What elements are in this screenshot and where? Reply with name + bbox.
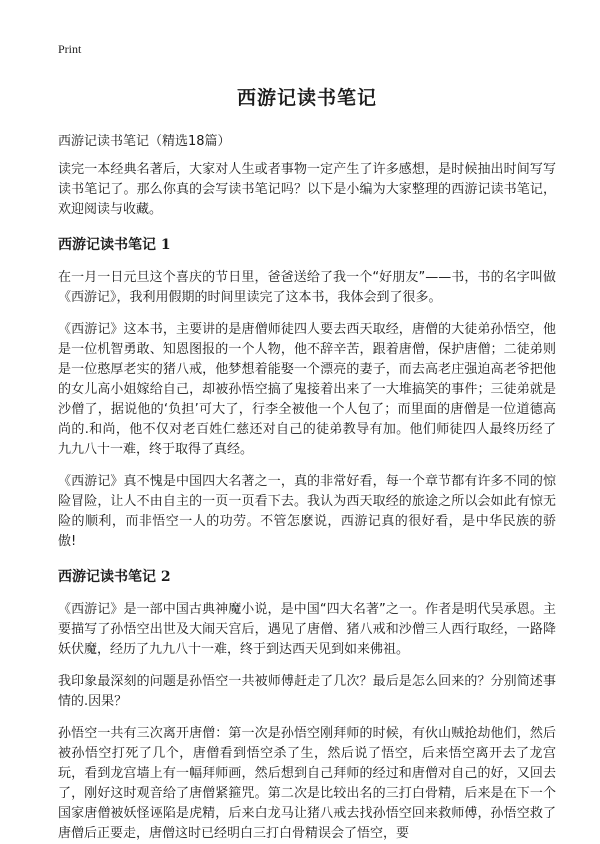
- document-subtitle: 西游记读书笔记（精选18篇）: [58, 134, 231, 149]
- section-1-paragraph-1: 在一月一日元旦这个喜庆的节日里，爸爸送给了我一个“好朋友”——书，书的名字叫做《西游记》，我利用假期的时间里读完了这本书，我体会到了很多。: [58, 270, 556, 305]
- section-2-paragraph-1: 《西游记》是一部中国古典神魔小说，是中国“四大名著”之一。作者是明代吴承恩。主要描写了孙悟空出世及大闹天宫后，遇见了唐僧、猪八戒和沙僧三人西行取经，一路降妖伏魔，经历了九九八十一难，终于到达西天见到如来佛祖。: [58, 602, 556, 657]
- section-1-paragraph-2: 《西游记》这本书，主要讲的是唐僧师徒四人要去西天取经，唐僧的大徒弟孙悟空，他是一位机智勇敢、知恩图报的一个人物，他不辞辛苦，跟着唐僧，保护唐僧；二徒弟则是一位憨厚老实的猪八戒，他梦想着能娶一个漂亮的妻子，而去高老庄强迫高老爷把他的女儿高小姐嫁给自己，却被孙悟空搞了鬼接着出来了一大堆搞笑的事件；三徒弟就是沙僧了，据说他的‘负担’可大了，行李全被他一个人包了；而里面的唐僧是一位道德高尚的.和尚，他不仅对老百姓仁慈还对自己的徒弟教导有加。他们师徒四人最终历经了九九八十一难，终于取得了真经。: [58, 322, 556, 457]
- section-2-paragraph-2: 我印象最深刻的问题是孙悟空一共被师傅赶走了几次？最后是怎么回来的？分别简述事情的.因果？: [58, 674, 556, 709]
- section-2-paragraph-3: 孙悟空一共有三次离开唐僧：第一次是孙悟空刚拜师的时候，有伙山贼抢劫他们，然后被孙悟空打死了几个，唐僧看到悟空杀了生，然后说了悟空，后来悟空离开去了龙宫玩，看到龙宫墙上有一幅拜师画，然后想到自己拜师的经过和唐僧对自己的好，又回去了，刚好这时观音给了唐僧紧箍咒。第二次是比较出名的三打白骨精，后来是在下一个国家唐僧被妖怪诬陷是虎精，后来白龙马让猪八戒去找孙悟空回来救师傅，孙悟空救了唐僧后正要走，唐僧这时已经明白三打白骨精误会了悟空，要: [58, 726, 556, 841]
- section-heading-2: 西游记读书笔记 2: [58, 569, 171, 585]
- section-1-paragraph-3: 《西游记》真不愧是中国四大名著之一，真的非常好看，每一个章节都有许多不同的惊险冒险，让人不由自主的一页一页看下去。我认为西天取经的旅途之所以会如此有惊无险的顺利，而非悟空一人的功劳。不管怎麽说，西游记真的很好看，是中华民族的骄傲!: [58, 474, 556, 549]
- intro-paragraph: 读完一本经典名著后，大家对人生或者事物一定产生了许多感想，是时候抽出时间写写读书笔记了。那么你真的会写读书笔记吗？以下是小编为大家整理的西游记读书笔记，欢迎阅读与收藏。: [58, 162, 556, 217]
- document-title: 西游记读书笔记: [236, 87, 377, 109]
- print-link[interactable]: Print: [58, 42, 82, 56]
- section-heading-1: 西游记读书笔记 1: [58, 237, 171, 253]
